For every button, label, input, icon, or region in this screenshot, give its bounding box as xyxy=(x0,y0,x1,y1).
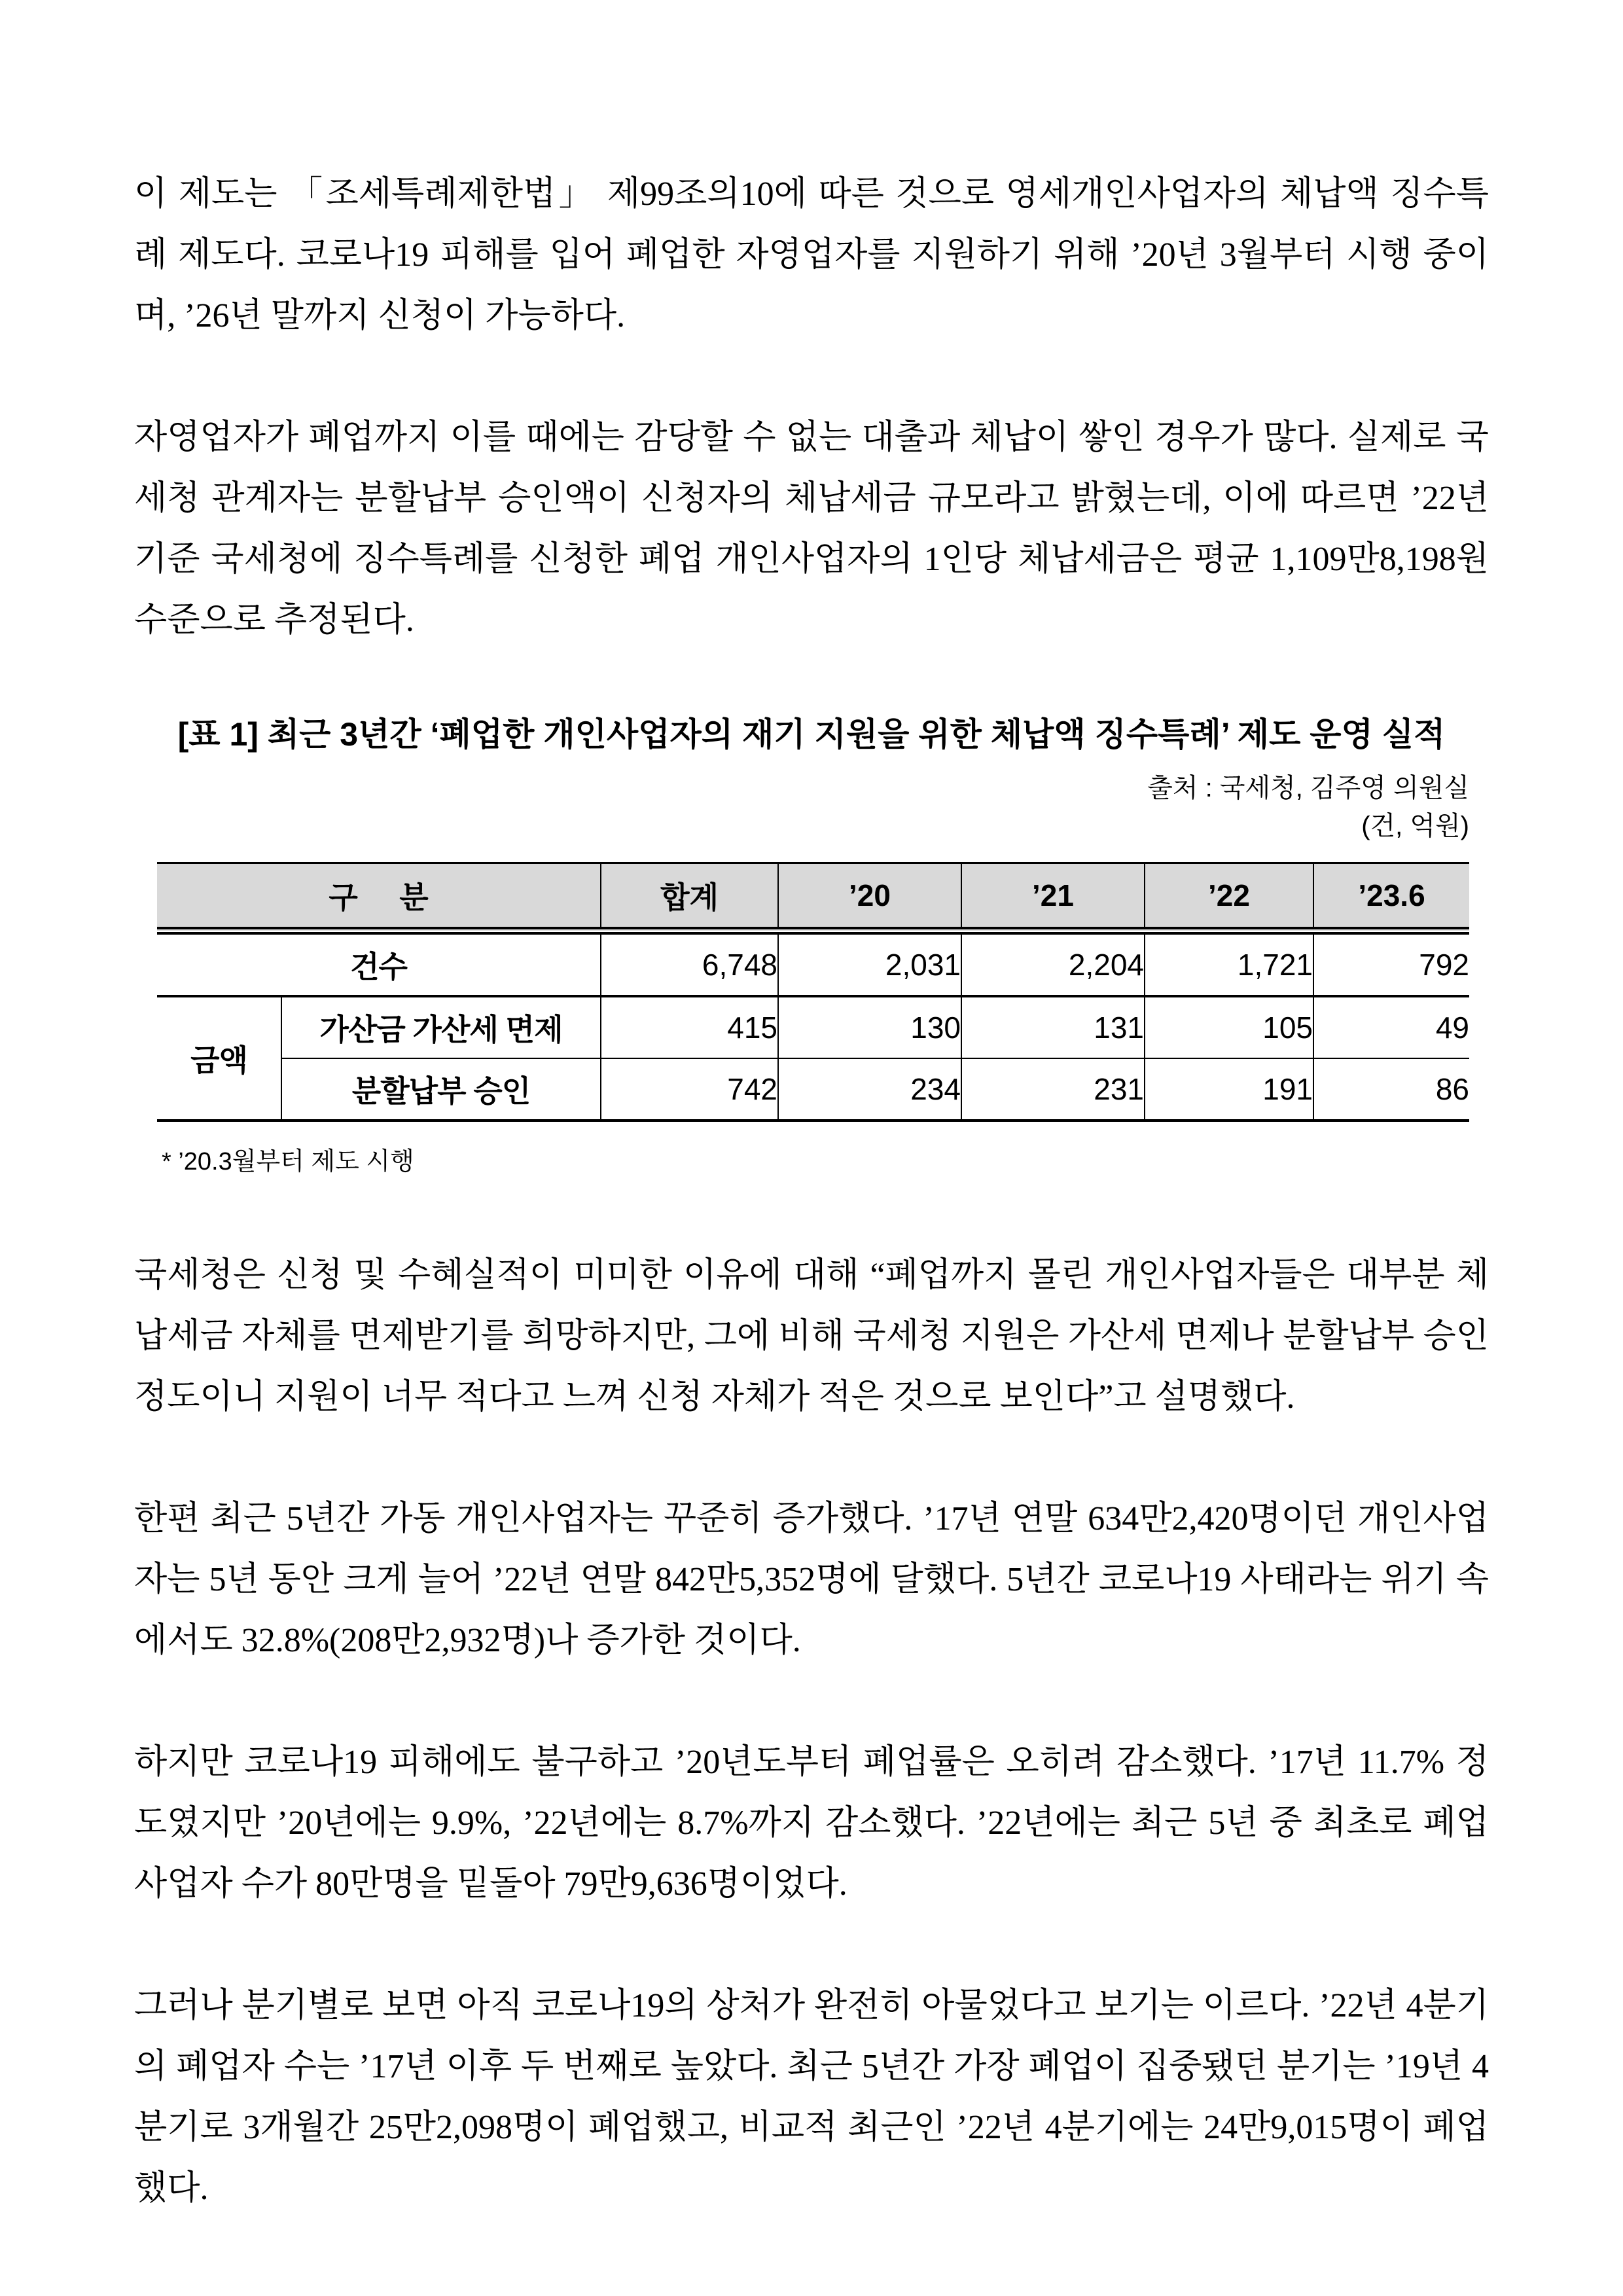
column-header-2021: ’21 xyxy=(961,863,1145,931)
installment-total: 742 xyxy=(601,1058,778,1121)
row-label-exemption: 가산금 가산세 면제 xyxy=(281,996,601,1058)
row-label-counts: 건수 xyxy=(157,931,601,996)
installment-2020: 234 xyxy=(778,1058,961,1121)
exemption-total: 415 xyxy=(601,996,778,1058)
counts-total: 6,748 xyxy=(601,931,778,996)
exemption-2021: 131 xyxy=(961,996,1145,1058)
paragraph-quarterly-closures: 그러나 분기별로 보면 아직 코로나19의 상처가 완전히 아물었다고 보기는 이르다. ’22년 4분기의 폐업자 수는 ’17년 이후 두 번째로 높았다. 최근 5년간 가장 폐업이 집중됐던 분기는 ’19년 4분기로 3개월간 25만2,098명이 폐업했고, 비교적 최근인 ’22년 4분기에는 24만9,015명이 폐업했다. xyxy=(134,1987,1489,2207)
paragraph-closure-rate-decline: 하지만 코로나19 피해에도 불구하고 ’20년도부터 폐업률은 오히려 감소했다. ’17년 11.7% 정도였지만 ’20년에는 9.9%, ’22년에는 8.7%까지 감소했다. ’22년에는 최근 5년 중 최초로 폐업사업자 수가 80만명을 밑돌아 79만9,636명이었다. xyxy=(134,1744,1489,1903)
table-unit-note: (건, 억원) xyxy=(1361,812,1469,840)
table-row-case-counts xyxy=(157,931,1469,996)
exemption-2022: 105 xyxy=(1145,996,1313,1058)
column-header-2020: ’20 xyxy=(778,863,961,931)
paragraph-nts-explanation: 국세청은 신청 및 수혜실적이 미미한 이유에 대해 “폐업까지 몰린 개인사업자들은 대부분 체납세금 자체를 면제받기를 희망하지만, 그에 비해 국세청 지원은 가산세 면제나 분할납부 승인 정도이니 지원이 너무 적다고 느껴 신청 자체가 적은 것으로 보인다”고 설명했다. xyxy=(134,1257,1489,1416)
table-title: [표 1] 최근 3년간 ‘폐업한 개인사업자의 재기 지원을 위한 체납액 징수특례’ 제도 운영 실적 xyxy=(177,716,1446,753)
counts-2021: 2,204 xyxy=(961,931,1145,996)
table-header-row xyxy=(157,863,1469,931)
counts-2022: 1,721 xyxy=(1145,931,1313,996)
counts-2020: 2,031 xyxy=(778,931,961,996)
column-header-2023-june: ’23.6 xyxy=(1313,863,1469,931)
table-block xyxy=(134,711,1489,1179)
paragraph-business-growth: 한편 최근 5년간 가동 개인사업자는 꾸준히 증가했다. ’17년 연말 634만2,420명이던 개인사업자는 5년 동안 크게 늘어 ’22년 연말 842만5,352명에 달했다. 5년간 코로나19 사태라는 위기 속에서도 32.8%(208만2,932명)나 증가한 것이다. xyxy=(134,1500,1489,1659)
table-footnote: * ’20.3월부터 제도 시행 xyxy=(162,1148,414,1175)
column-header-total: 합계 xyxy=(601,863,778,931)
installment-2022: 191 xyxy=(1145,1058,1313,1121)
installment-2023-june: 86 xyxy=(1313,1058,1469,1121)
column-header-category: 구 분 xyxy=(157,863,601,931)
installment-2021: 231 xyxy=(961,1058,1145,1121)
row-group-amount: 금액 xyxy=(190,1043,247,1077)
paragraph-arrears-estimate: 자영업자가 폐업까지 이를 때에는 감당할 수 없는 대출과 체납이 쌓인 경우가 많다. 실제로 국세청 관계자는 분할납부 승인액이 신청자의 체납세금 규모라고 밝혔는데, 이에 따르면 ’22년 기준 국세청에 징수특례를 신청한 폐업 개인사업자의 1인당 체납세금은 평균 1,109만8,198원 수준으로 추정된다. xyxy=(134,419,1489,639)
counts-2023-june: 792 xyxy=(1313,931,1469,996)
column-header-2022: ’22 xyxy=(1145,863,1313,931)
table-row-installment-approval xyxy=(157,1058,1469,1121)
row-label-installment: 분할납부 승인 xyxy=(281,1058,601,1121)
paragraph-intro-law: 이 제도는 「조세특례제한법」 제99조의10에 따른 것으로 영세개인사업자의 체납액 징수특례 제도다. 코로나19 피해를 입어 폐업한 자영업자를 지원하기 위해 ’20년 3월부터 시행 중이며, ’26년 말까지 신청이 가능하다. xyxy=(134,175,1489,334)
statistics-table xyxy=(157,862,1469,1122)
table-row-surcharge-exemption xyxy=(157,996,1469,1058)
table-source: 출처 : 국세청, 김주영 의원실 xyxy=(1147,774,1469,802)
exemption-2020: 130 xyxy=(778,996,961,1058)
exemption-2023-june: 49 xyxy=(1313,996,1469,1058)
